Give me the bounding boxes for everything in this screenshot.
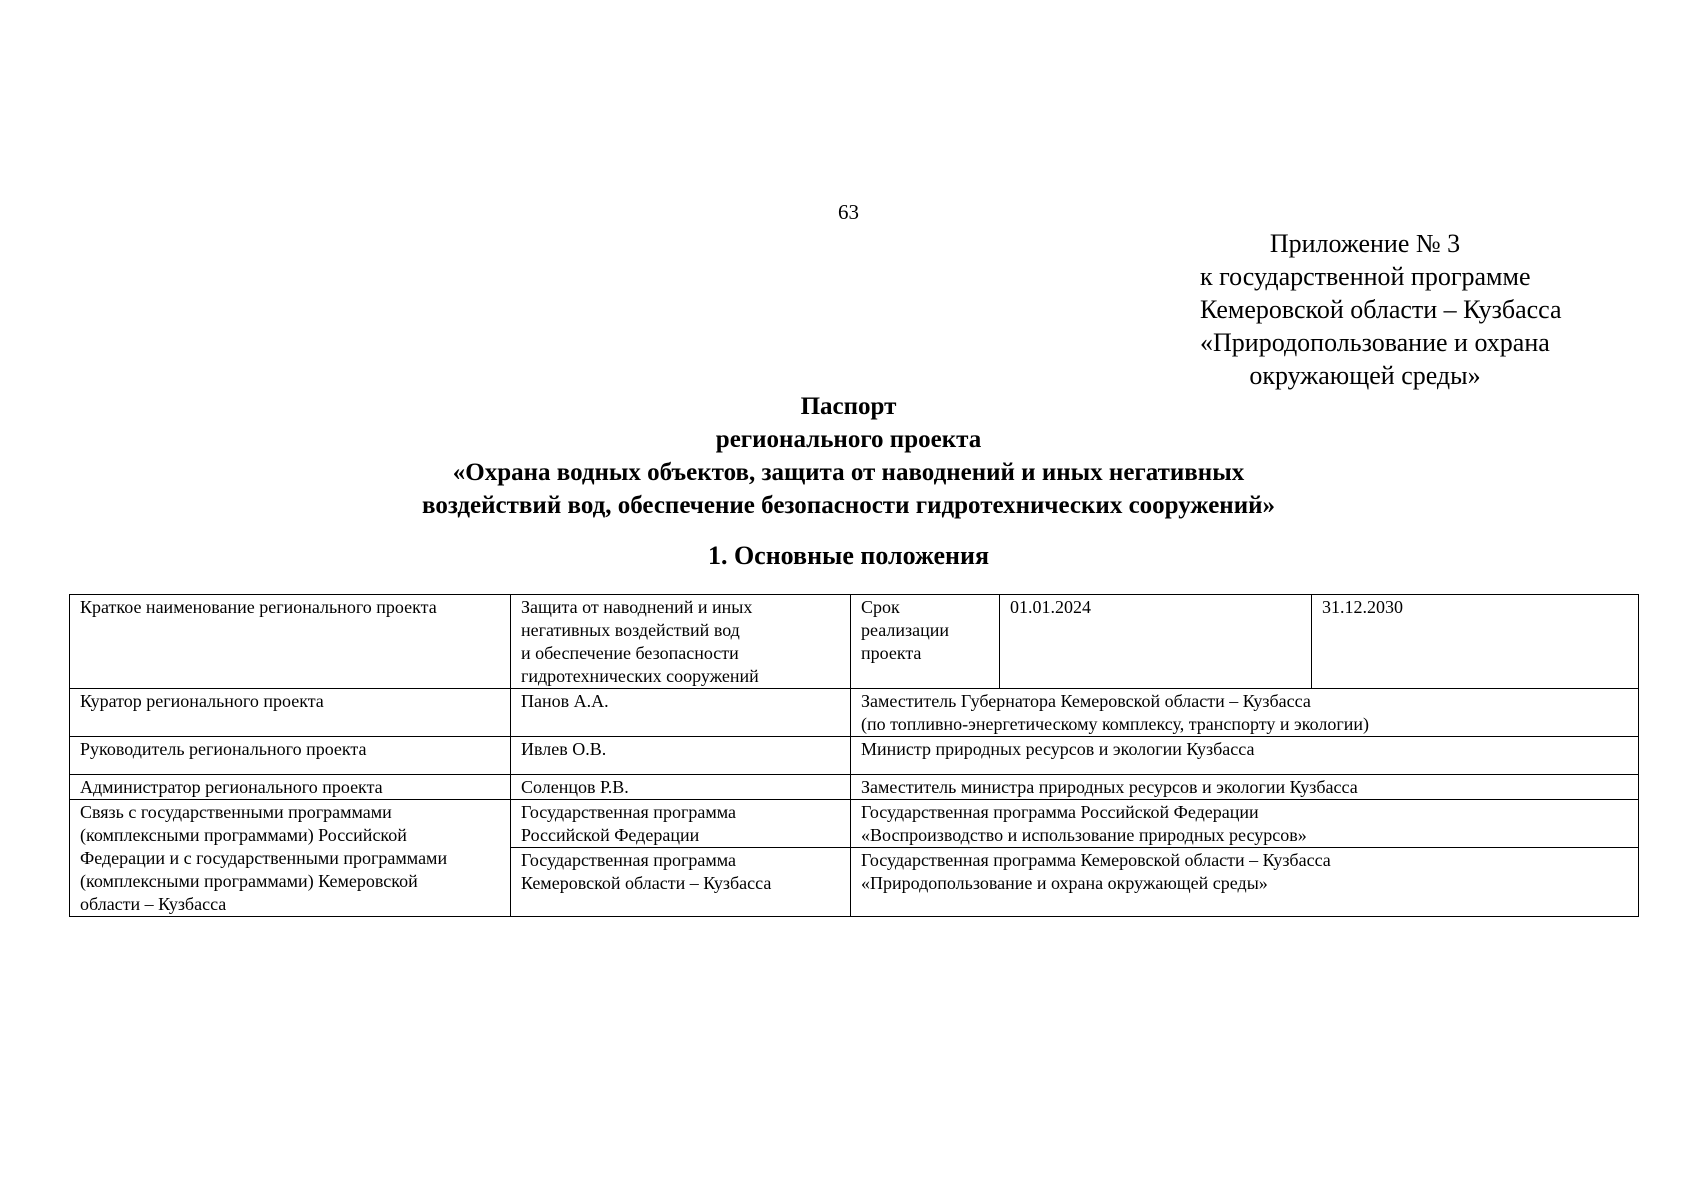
- short-name-value-line: негативных воздействий вод: [521, 620, 740, 640]
- curator-position-line: (по топливно-энергетическому комплексу, транспорту и экологии): [861, 714, 1369, 734]
- table-row-administrator: [70, 775, 1639, 800]
- head-name: Ивлев О.В.: [511, 737, 851, 775]
- short-name-value-line: Защита от наводнений и иных: [521, 597, 753, 617]
- short-name-value-line: и обеспечение безопасности: [521, 643, 739, 663]
- appendix-note: [1200, 227, 1562, 392]
- appendix-line: Кемеровской области – Кузбасса: [1200, 295, 1562, 324]
- curator-label: Куратор регионального проекта: [70, 689, 511, 737]
- programs-label-line: Связь с государственными программами: [80, 802, 392, 822]
- appendix-line: к государственной программе: [1200, 262, 1531, 291]
- administrator-name: Соленцов Р.В.: [511, 775, 851, 800]
- title-line: воздействий вод, обеспечение безопасности гидротехнических сооружений»: [421, 492, 1276, 519]
- term-label-line: проекта: [861, 643, 922, 663]
- regional-program-type: [511, 848, 851, 917]
- appendix-line: «Природопользование и охрана: [1200, 328, 1550, 357]
- programs-label-line: (комплексными программами) Кемеровской: [80, 871, 418, 891]
- document-title: [0, 390, 1697, 522]
- title-line: «Охрана водных объектов, защита от наводнений и иных негативных: [452, 459, 1245, 486]
- head-label: Руководитель регионального проекта: [70, 737, 511, 775]
- short-name-value-line: гидротехнических сооружений: [521, 666, 759, 686]
- term-label-line: Срок: [861, 597, 900, 617]
- project-passport-table: [69, 594, 1639, 917]
- programs-label-line: Федерации и с государственными программами: [80, 848, 448, 868]
- programs-label: [70, 800, 511, 917]
- regional-program-type-line: Кемеровской области – Кузбасса: [521, 873, 772, 893]
- programs-label-line: (комплексными программами) Российской: [80, 825, 407, 845]
- page-number: 63: [838, 200, 859, 224]
- table-row-head: [70, 737, 1639, 775]
- head-position: Министр природных ресурсов и экологии Кузбасса: [851, 737, 1639, 775]
- federal-program-type-line: Государственная программа: [521, 802, 736, 822]
- end-date: 31.12.2030: [1312, 595, 1639, 689]
- appendix-line: окружающей среды»: [1249, 361, 1481, 390]
- regional-program-type-line: Государственная программа: [521, 850, 736, 870]
- appendix-line: Приложение № 3: [1269, 229, 1461, 258]
- title-line: регионального проекта: [715, 426, 982, 453]
- start-date: 01.01.2024: [1000, 595, 1312, 689]
- curator-position: [851, 689, 1639, 737]
- regional-program-name: [851, 848, 1639, 917]
- curator-position-line: Заместитель Губернатора Кемеровской области – Кузбасса: [861, 691, 1311, 711]
- short-name-value: [511, 595, 851, 689]
- federal-program-type-line: Российской Федерации: [521, 825, 700, 845]
- federal-program-type: [511, 800, 851, 848]
- administrator-position: Заместитель министра природных ресурсов и экологии Кузбасса: [851, 775, 1639, 800]
- section-heading: 1. Основные положения: [707, 541, 990, 570]
- administrator-label: Администратор регионального проекта: [70, 775, 511, 800]
- federal-program-name: [851, 800, 1639, 848]
- federal-program-name-line: Государственная программа Российской Федерации: [861, 802, 1259, 822]
- term-label-line: реализации: [861, 620, 949, 640]
- regional-program-name-line: Государственная программа Кемеровской области – Кузбасса: [861, 850, 1331, 870]
- curator-name: Панов А.А.: [511, 689, 851, 737]
- term-label: [851, 595, 1000, 689]
- regional-program-name-line: «Природопользование и охрана окружающей среды»: [861, 873, 1268, 893]
- table-row-programs-federal: [70, 800, 1639, 848]
- federal-program-name-line: «Воспроизводство и использование природных ресурсов»: [861, 825, 1307, 845]
- short-name-label: Краткое наименование регионального проекта: [70, 595, 511, 689]
- title-line: Паспорт: [800, 393, 897, 420]
- table-row-short-name: [70, 595, 1639, 689]
- table-row-curator: [70, 689, 1639, 737]
- programs-label-line: области – Кузбасса: [80, 894, 227, 914]
